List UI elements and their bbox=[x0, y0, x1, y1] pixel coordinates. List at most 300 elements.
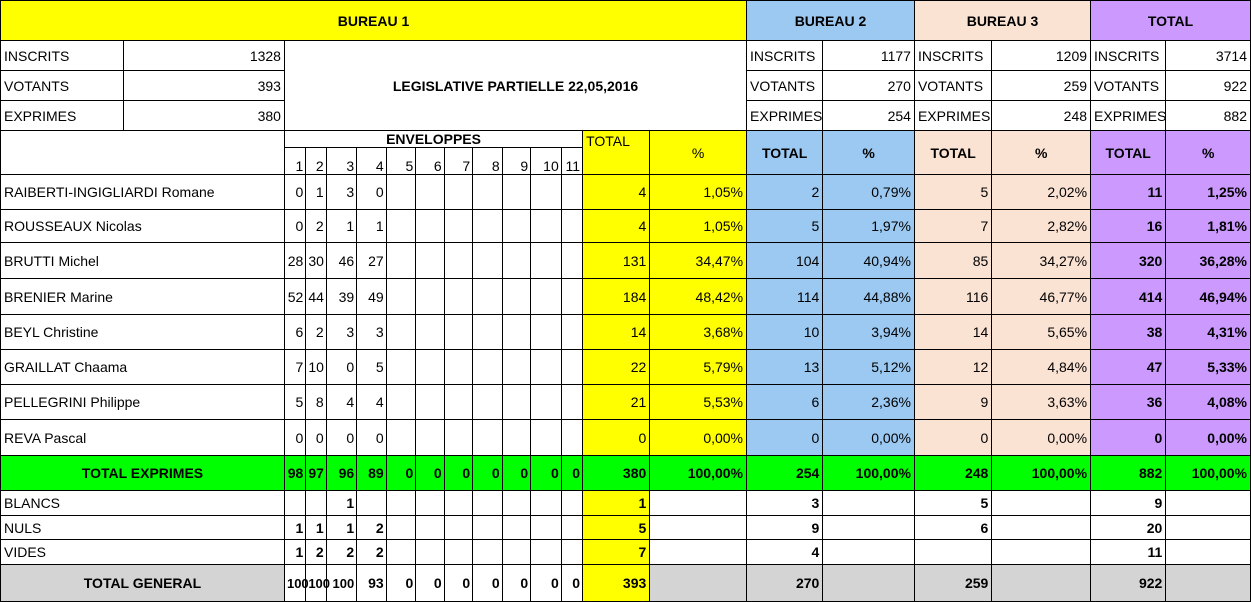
b3-total: 9 bbox=[914, 385, 991, 420]
blancs-label: BLANCS bbox=[1, 491, 285, 516]
b1-total: 22 bbox=[583, 350, 650, 385]
env-empty bbox=[416, 315, 444, 350]
b2-pct-empty bbox=[823, 540, 915, 565]
candidate-name: BEYL Christine bbox=[1, 315, 285, 350]
candidate-row bbox=[1, 210, 1251, 243]
candidate-name: GRAILLAT Chaama bbox=[1, 350, 285, 385]
b3-total: 5 bbox=[914, 175, 991, 210]
env-total: 0 bbox=[473, 456, 503, 491]
candidate-row bbox=[1, 279, 1251, 315]
tot-inscrits-label: INSCRITS bbox=[1091, 41, 1166, 71]
env-total: 96 bbox=[326, 456, 357, 491]
b2-total: 2 bbox=[747, 175, 823, 210]
b3-pct-empty bbox=[992, 565, 1091, 602]
total-general-label: TOTAL GENERAL bbox=[1, 565, 285, 602]
env-empty bbox=[531, 540, 562, 565]
env-empty bbox=[473, 175, 503, 210]
total-exprimes-label: TOTAL EXPRIMES bbox=[1, 456, 285, 491]
tot-pct: 46,94% bbox=[1166, 279, 1251, 315]
env-empty bbox=[416, 540, 444, 565]
b3-pct: 0,00% bbox=[992, 420, 1091, 456]
b3-pct: 4,84% bbox=[992, 350, 1091, 385]
b1-pct-empty bbox=[650, 540, 747, 565]
b1-total: 7 bbox=[583, 540, 650, 565]
tot-votants: 922 bbox=[1166, 71, 1251, 101]
nuls-label: NULS bbox=[1, 516, 285, 540]
env-count: 39 bbox=[326, 279, 357, 315]
env-empty bbox=[561, 516, 582, 540]
tot-pct: 4,31% bbox=[1166, 315, 1251, 350]
b3-total: 14 bbox=[914, 315, 991, 350]
env-empty bbox=[531, 175, 562, 210]
b2-total: 5 bbox=[747, 210, 823, 243]
env-empty bbox=[444, 315, 472, 350]
b3-total: 248 bbox=[914, 456, 991, 491]
env-empty bbox=[502, 491, 530, 516]
candidate-row bbox=[1, 175, 1251, 210]
bureau-1-header: BUREAU 1 bbox=[1, 1, 747, 41]
b3-votants: 259 bbox=[992, 71, 1091, 101]
tot-pct-empty bbox=[1166, 516, 1251, 540]
candidate-row bbox=[1, 243, 1251, 279]
env-empty bbox=[561, 350, 582, 385]
env-empty bbox=[561, 210, 582, 243]
b2-pct: 3,94% bbox=[823, 315, 915, 350]
env-empty bbox=[416, 385, 444, 420]
b3-total: 12 bbox=[914, 350, 991, 385]
b1-votants: 393 bbox=[124, 71, 285, 101]
env-count: 8 bbox=[306, 385, 326, 420]
election-title: LEGISLATIVE PARTIELLE 22,05,2016 bbox=[284, 41, 746, 131]
inscrits-label: INSCRITS bbox=[1, 41, 124, 71]
b3-pct-col-header: % bbox=[992, 131, 1091, 175]
tot-pct: 36,28% bbox=[1166, 243, 1251, 279]
b3-pct: 2,02% bbox=[992, 175, 1091, 210]
env-count: 1 bbox=[284, 516, 305, 540]
total-exprimes-row bbox=[1, 456, 1251, 491]
env-count: 0 bbox=[306, 420, 326, 456]
b2-pct-empty bbox=[823, 516, 915, 540]
env-total: 0 bbox=[502, 565, 530, 602]
env-empty bbox=[444, 385, 472, 420]
b3-total: 6 bbox=[914, 516, 991, 540]
env-count: 0 bbox=[284, 420, 305, 456]
env-total: 0 bbox=[386, 565, 416, 602]
env-count bbox=[306, 491, 326, 516]
env-count: 30 bbox=[306, 243, 326, 279]
env-empty bbox=[502, 175, 530, 210]
env-total: 0 bbox=[416, 456, 444, 491]
b3-pct-empty bbox=[992, 540, 1091, 565]
b3-total: 7 bbox=[914, 210, 991, 243]
env-empty bbox=[444, 420, 472, 456]
candidate-name: REVA Pascal bbox=[1, 420, 285, 456]
env-empty bbox=[444, 210, 472, 243]
b3-exprimes: 248 bbox=[992, 101, 1091, 131]
b3-total: 259 bbox=[914, 565, 991, 602]
env-total: 0 bbox=[473, 565, 503, 602]
b2-total: 270 bbox=[747, 565, 823, 602]
env-count: 4 bbox=[357, 385, 387, 420]
b1-total: 380 bbox=[583, 456, 650, 491]
tot-exprimes: 882 bbox=[1166, 101, 1251, 131]
b1-total: 21 bbox=[583, 385, 650, 420]
tot-total: 11 bbox=[1091, 175, 1166, 210]
b2-total: 0 bbox=[747, 420, 823, 456]
env-count: 0 bbox=[357, 420, 387, 456]
env-empty bbox=[444, 350, 472, 385]
b1-total: 4 bbox=[583, 210, 650, 243]
env-empty bbox=[502, 279, 530, 315]
env-count: 2 bbox=[306, 210, 326, 243]
b2-pct: 40,94% bbox=[823, 243, 915, 279]
tot-total: 9 bbox=[1091, 491, 1166, 516]
b3-inscrits-label: INSCRITS bbox=[914, 41, 991, 71]
b1-pct-empty bbox=[650, 516, 747, 540]
env-total: 100 bbox=[306, 565, 326, 602]
b2-pct: 0,00% bbox=[823, 420, 915, 456]
envelope-number: 8 bbox=[473, 148, 503, 175]
tot-inscrits: 3714 bbox=[1166, 41, 1251, 71]
env-empty bbox=[502, 315, 530, 350]
b1-total: 131 bbox=[583, 243, 650, 279]
envelope-number: 3 bbox=[326, 148, 357, 175]
tot-pct: 1,25% bbox=[1166, 175, 1251, 210]
b3-total-col-header: TOTAL bbox=[914, 131, 991, 175]
env-empty bbox=[386, 385, 416, 420]
env-empty bbox=[416, 175, 444, 210]
env-empty bbox=[531, 350, 562, 385]
b3-total: 5 bbox=[914, 491, 991, 516]
bureau-3-header: BUREAU 3 bbox=[914, 1, 1090, 41]
env-empty bbox=[561, 243, 582, 279]
b3-pct: 2,82% bbox=[992, 210, 1091, 243]
b1-pct-empty bbox=[650, 491, 747, 516]
env-empty bbox=[473, 243, 503, 279]
b2-pct-empty bbox=[823, 565, 915, 602]
env-empty bbox=[416, 516, 444, 540]
envelope-number: 5 bbox=[386, 148, 416, 175]
total-general-row bbox=[1, 565, 1251, 602]
env-empty bbox=[416, 491, 444, 516]
env-count: 27 bbox=[357, 243, 387, 279]
env-empty bbox=[444, 243, 472, 279]
b3-pct: 5,65% bbox=[992, 315, 1091, 350]
envelope-number: 6 bbox=[416, 148, 444, 175]
envelope-number: 11 bbox=[561, 148, 582, 175]
env-empty bbox=[473, 279, 503, 315]
env-empty bbox=[444, 516, 472, 540]
env-count: 28 bbox=[284, 243, 305, 279]
env-count: 0 bbox=[284, 175, 305, 210]
env-empty bbox=[561, 315, 582, 350]
b2-total: 4 bbox=[747, 540, 823, 565]
tot-total: 414 bbox=[1091, 279, 1166, 315]
env-empty bbox=[561, 491, 582, 516]
env-count: 7 bbox=[284, 350, 305, 385]
env-empty bbox=[531, 491, 562, 516]
env-count: 1 bbox=[357, 210, 387, 243]
b1-total: 0 bbox=[583, 420, 650, 456]
env-empty bbox=[473, 540, 503, 565]
b1-pct: 34,47% bbox=[650, 243, 747, 279]
env-empty bbox=[502, 516, 530, 540]
tot-total: 882 bbox=[1091, 456, 1166, 491]
env-total: 0 bbox=[416, 565, 444, 602]
tot-total: 922 bbox=[1091, 565, 1166, 602]
env-total: 0 bbox=[531, 565, 562, 602]
b2-total: 3 bbox=[747, 491, 823, 516]
env-empty bbox=[502, 385, 530, 420]
tot-pct: 100,00% bbox=[1166, 456, 1251, 491]
tot-total: 38 bbox=[1091, 315, 1166, 350]
candidate-row bbox=[1, 315, 1251, 350]
b3-pct-empty bbox=[992, 491, 1091, 516]
env-total: 0 bbox=[444, 456, 472, 491]
env-count: 3 bbox=[326, 315, 357, 350]
b2-pct: 100,00% bbox=[823, 456, 915, 491]
tot-pct: 0,00% bbox=[1166, 420, 1251, 456]
candidate-row bbox=[1, 385, 1251, 420]
env-empty bbox=[416, 243, 444, 279]
env-empty bbox=[531, 420, 562, 456]
tot-total: 20 bbox=[1091, 516, 1166, 540]
tot-pct-col-header: % bbox=[1166, 131, 1251, 175]
env-count: 2 bbox=[306, 540, 326, 565]
tot-total: 0 bbox=[1091, 420, 1166, 456]
total-header: TOTAL bbox=[1091, 1, 1251, 41]
env-empty bbox=[444, 540, 472, 565]
b2-total-col-header: TOTAL bbox=[747, 131, 823, 175]
b2-votants: 270 bbox=[823, 71, 915, 101]
b1-total: 393 bbox=[583, 565, 650, 602]
env-empty bbox=[561, 540, 582, 565]
env-total: 0 bbox=[561, 456, 582, 491]
env-empty bbox=[386, 516, 416, 540]
b1-total: 4 bbox=[583, 175, 650, 210]
env-count: 2 bbox=[357, 516, 387, 540]
env-count: 1 bbox=[306, 516, 326, 540]
tot-pct-empty bbox=[1166, 491, 1251, 516]
env-total: 100 bbox=[326, 565, 357, 602]
env-empty bbox=[561, 420, 582, 456]
enveloppes-header: ENVELOPPES bbox=[284, 131, 582, 148]
env-empty bbox=[386, 175, 416, 210]
b2-pct-empty bbox=[823, 491, 915, 516]
b1-pct: 5,79% bbox=[650, 350, 747, 385]
tot-total: 11 bbox=[1091, 540, 1166, 565]
env-empty bbox=[386, 279, 416, 315]
b1-total: 5 bbox=[583, 516, 650, 540]
env-count: 49 bbox=[357, 279, 387, 315]
env-count: 3 bbox=[357, 315, 387, 350]
b1-total-col-header: TOTAL bbox=[583, 131, 650, 175]
env-count bbox=[284, 491, 305, 516]
b1-total: 1 bbox=[583, 491, 650, 516]
tot-votants-label: VOTANTS bbox=[1091, 71, 1166, 101]
env-empty bbox=[502, 243, 530, 279]
b2-total: 114 bbox=[747, 279, 823, 315]
env-empty bbox=[386, 491, 416, 516]
env-total: 98 bbox=[284, 456, 305, 491]
candidate-header-blank bbox=[1, 131, 285, 175]
b2-exprimes-label: EXPRIMES bbox=[747, 101, 823, 131]
b3-pct: 34,27% bbox=[992, 243, 1091, 279]
b3-inscrits: 1209 bbox=[992, 41, 1091, 71]
env-empty bbox=[502, 210, 530, 243]
envelope-number: 7 bbox=[444, 148, 472, 175]
b2-total: 10 bbox=[747, 315, 823, 350]
env-empty bbox=[531, 243, 562, 279]
env-empty bbox=[386, 210, 416, 243]
candidate-name: BRUTTI Michel bbox=[1, 243, 285, 279]
candidate-name: RAIBERTI-INGIGLIARDI Romane bbox=[1, 175, 285, 210]
env-empty bbox=[444, 175, 472, 210]
env-count: 1 bbox=[326, 516, 357, 540]
env-count: 0 bbox=[284, 210, 305, 243]
b1-total: 184 bbox=[583, 279, 650, 315]
env-empty bbox=[416, 350, 444, 385]
envelope-number: 9 bbox=[502, 148, 530, 175]
envelope-number: 1 bbox=[284, 148, 305, 175]
env-empty bbox=[561, 175, 582, 210]
env-empty bbox=[444, 279, 472, 315]
b2-exprimes: 254 bbox=[823, 101, 915, 131]
env-total: 0 bbox=[561, 565, 582, 602]
b1-inscrits: 1328 bbox=[124, 41, 285, 71]
env-empty bbox=[502, 540, 530, 565]
b1-total: 14 bbox=[583, 315, 650, 350]
b2-total: 6 bbox=[747, 385, 823, 420]
bureau-2-header: BUREAU 2 bbox=[747, 1, 915, 41]
b3-pct: 46,77% bbox=[992, 279, 1091, 315]
env-empty bbox=[561, 385, 582, 420]
tot-total-col-header: TOTAL bbox=[1091, 131, 1166, 175]
env-count: 6 bbox=[284, 315, 305, 350]
env-count: 0 bbox=[326, 350, 357, 385]
env-empty bbox=[502, 420, 530, 456]
b2-inscrits-label: INSCRITS bbox=[747, 41, 823, 71]
env-count: 0 bbox=[326, 420, 357, 456]
env-count: 5 bbox=[284, 385, 305, 420]
env-count: 2 bbox=[357, 540, 387, 565]
candidate-name: PELLEGRINI Philippe bbox=[1, 385, 285, 420]
env-count bbox=[357, 491, 387, 516]
env-count: 44 bbox=[306, 279, 326, 315]
env-count: 46 bbox=[326, 243, 357, 279]
b3-pct: 100,00% bbox=[992, 456, 1091, 491]
candidate-row bbox=[1, 350, 1251, 385]
tot-pct: 5,33% bbox=[1166, 350, 1251, 385]
votants-label: VOTANTS bbox=[1, 71, 124, 101]
env-empty bbox=[386, 315, 416, 350]
b1-pct: 48,42% bbox=[650, 279, 747, 315]
envelope-number: 2 bbox=[306, 148, 326, 175]
env-empty bbox=[386, 350, 416, 385]
env-empty bbox=[473, 516, 503, 540]
b2-votants-label: VOTANTS bbox=[747, 71, 823, 101]
env-empty bbox=[386, 420, 416, 456]
tot-pct: 1,81% bbox=[1166, 210, 1251, 243]
b2-pct: 2,36% bbox=[823, 385, 915, 420]
env-empty bbox=[416, 210, 444, 243]
b2-pct-col-header: % bbox=[823, 131, 915, 175]
env-empty bbox=[386, 540, 416, 565]
env-total: 0 bbox=[444, 565, 472, 602]
tot-total: 36 bbox=[1091, 385, 1166, 420]
env-total: 93 bbox=[357, 565, 387, 602]
env-count: 1 bbox=[326, 491, 357, 516]
env-count: 10 bbox=[306, 350, 326, 385]
b2-total: 9 bbox=[747, 516, 823, 540]
env-empty bbox=[473, 385, 503, 420]
env-empty bbox=[473, 315, 503, 350]
b3-pct: 3,63% bbox=[992, 385, 1091, 420]
b2-pct: 1,97% bbox=[823, 210, 915, 243]
b3-exprimes-label: EXPRIMES bbox=[914, 101, 991, 131]
vides-row bbox=[1, 540, 1251, 565]
b2-pct: 5,12% bbox=[823, 350, 915, 385]
tot-pct-empty bbox=[1166, 540, 1251, 565]
tot-total: 47 bbox=[1091, 350, 1166, 385]
env-empty bbox=[444, 491, 472, 516]
b2-pct: 44,88% bbox=[823, 279, 915, 315]
b3-total: 85 bbox=[914, 243, 991, 279]
env-count: 0 bbox=[357, 175, 387, 210]
env-count: 2 bbox=[326, 540, 357, 565]
tot-total: 16 bbox=[1091, 210, 1166, 243]
env-empty bbox=[502, 350, 530, 385]
env-count: 1 bbox=[326, 210, 357, 243]
b1-pct-col-header: % bbox=[650, 131, 747, 175]
env-empty bbox=[473, 491, 503, 516]
env-empty bbox=[416, 279, 444, 315]
b3-total bbox=[914, 540, 991, 565]
env-total: 0 bbox=[502, 456, 530, 491]
env-count: 2 bbox=[306, 315, 326, 350]
candidate-name: BRENIER Marine bbox=[1, 279, 285, 315]
env-empty bbox=[531, 315, 562, 350]
b2-pct: 0,79% bbox=[823, 175, 915, 210]
b1-pct-empty bbox=[650, 565, 747, 602]
env-count: 5 bbox=[357, 350, 387, 385]
env-count: 1 bbox=[284, 540, 305, 565]
env-total: 89 bbox=[357, 456, 387, 491]
env-total: 97 bbox=[306, 456, 326, 491]
env-count: 3 bbox=[326, 175, 357, 210]
env-count: 4 bbox=[326, 385, 357, 420]
tot-exprimes-label: EXPRIMES bbox=[1091, 101, 1166, 131]
env-empty bbox=[561, 279, 582, 315]
env-count: 52 bbox=[284, 279, 305, 315]
env-count: 1 bbox=[306, 175, 326, 210]
env-empty bbox=[531, 516, 562, 540]
blancs-row bbox=[1, 491, 1251, 516]
env-empty bbox=[416, 420, 444, 456]
b3-total: 0 bbox=[914, 420, 991, 456]
b2-total: 104 bbox=[747, 243, 823, 279]
tot-pct-empty bbox=[1166, 565, 1251, 602]
candidate-name: ROUSSEAUX Nicolas bbox=[1, 210, 285, 243]
b1-pct: 1,05% bbox=[650, 175, 747, 210]
env-total: 0 bbox=[531, 456, 562, 491]
b2-total: 254 bbox=[747, 456, 823, 491]
b1-pct: 3,68% bbox=[650, 315, 747, 350]
nuls-row bbox=[1, 516, 1251, 540]
candidate-row bbox=[1, 420, 1251, 456]
env-total: 0 bbox=[386, 456, 416, 491]
b2-total: 13 bbox=[747, 350, 823, 385]
